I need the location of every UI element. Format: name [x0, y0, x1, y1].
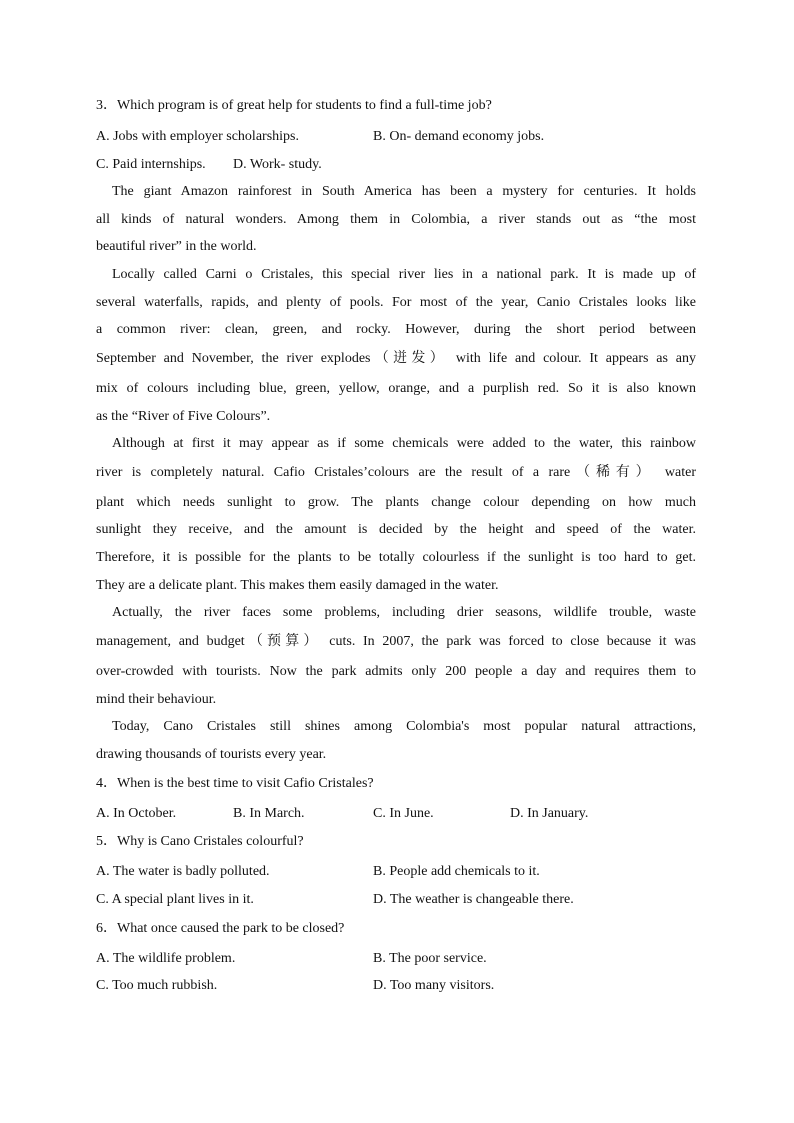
passage-line: beautiful river” in the world.: [96, 239, 257, 254]
passage-line: Although at first it may appear as if some chemicals were added to the water, this rainbow: [112, 436, 696, 451]
passage-line: September and November, the river explodes（迸发） with life and colour. It appears as any: [96, 351, 696, 366]
passage-line: all kinds of natural wonders. Among them in Colombia, a river stands out as “the most: [96, 212, 696, 227]
q6-option-b: B. The poor service.: [373, 951, 487, 966]
q4-option-c: C. In June.: [373, 806, 434, 821]
question-3: 3．Which program is of great help for students to find a full-time job?: [96, 98, 492, 113]
passage-line: They are a delicate plant. This makes them easily damaged in the water.: [96, 578, 499, 593]
passage-line: Therefore, it is possible for the plants to be totally colourless if the sunlight is too hard to get.: [96, 550, 696, 565]
passage-line: a common river: clean, green, and rocky. However, during the short period between: [96, 322, 696, 337]
q6-option-c: C. Too much rubbish.: [96, 978, 218, 993]
q6-option-d: D. Too many visitors.: [373, 978, 495, 993]
passage-line: mix of colours including blue, green, yellow, orange, and a purplish red. So it is also known: [96, 381, 696, 396]
question-5: 5．Why is Cano Cristales colourful?: [96, 834, 304, 849]
passage-line: Actually, the river faces some problems, including drier seasons, wildlife trouble, waste: [112, 605, 696, 620]
passage-line: over-crowded with tourists. Now the park admits only 200 people a day and requires them to: [96, 664, 696, 679]
passage-line: several waterfalls, rapids, and plenty of pools. For most of the year, Canio Cristales looks like: [96, 295, 696, 310]
passage-line: sunlight they receive, and the amount is decided by the height and speed of the water.: [96, 522, 696, 537]
q4-option-d: D. In January.: [510, 806, 589, 821]
q5-option-a: A. The water is badly polluted.: [96, 864, 270, 879]
q3-option-b: B. On- demand economy jobs.: [373, 129, 545, 144]
passage-line: The giant Amazon rainforest in South America has been a mystery for centuries. It holds: [112, 184, 696, 199]
passage-line: drawing thousands of tourists every year.: [96, 747, 327, 762]
q5-option-d: D. The weather is changeable there.: [373, 892, 574, 907]
q5-option-b: B. People add chemicals to it.: [373, 864, 540, 879]
q3-option-a: A. Jobs with employer scholarships.: [96, 129, 299, 144]
q6-option-a: A. The wildlife problem.: [96, 951, 236, 966]
question-6: 6．What once caused the park to be closed?: [96, 921, 345, 936]
passage-line: river is completely natural. Cafio Cristales’colours are the result of a rare（稀有） water: [96, 465, 696, 480]
q4-option-b: B. In March.: [233, 806, 305, 821]
passage-line: plant which needs sunlight to grow. The plants change colour depending on how much: [96, 495, 696, 510]
passage-line: management, and budget（预算） cuts. In 2007, the park was forced to close because it was: [96, 634, 696, 649]
passage-line: Today, Cano Cristales still shines among Colombia's most popular natural attractions,: [112, 719, 696, 734]
q3-option-c: C. Paid internships.: [96, 157, 206, 172]
passage-line: Locally called Carni o Cristales, this special river lies in a national park. It is made up of: [112, 267, 696, 282]
q5-option-c: C. A special plant lives in it.: [96, 892, 254, 907]
passage-line: mind their behaviour.: [96, 692, 217, 707]
question-4: 4．When is the best time to visit Cafio Cristales?: [96, 776, 374, 791]
passage-line: as the “River of Five Colours”.: [96, 409, 271, 424]
q4-option-a: A. In October.: [96, 806, 177, 821]
q3-option-d: D. Work- study.: [233, 157, 322, 172]
